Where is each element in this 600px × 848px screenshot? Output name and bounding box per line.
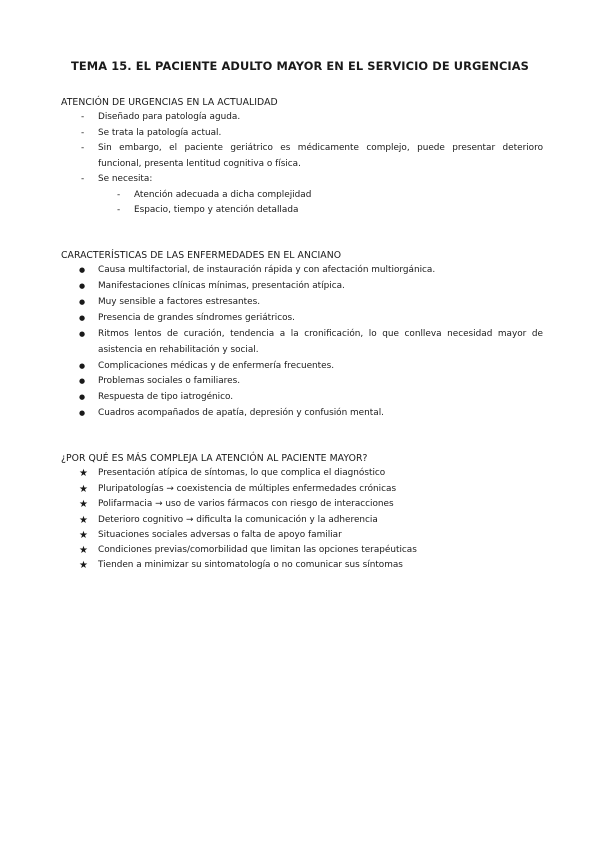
dash-marker: -: [81, 143, 85, 153]
list-item-text: Problemas sociales o familiares.: [98, 376, 241, 386]
list-item-text: Sin embargo, el paciente geriátrico es médicamente complejo, puede presentar deterioro funcional, presenta lentitud cognitiva o física.: [98, 143, 543, 169]
list-item: [79, 543, 543, 559]
section-heading-urgencias: ATENCIÓN DE URGENCIAS EN LA ACTUALIDAD: [61, 97, 278, 108]
bullet-icon: ●: [79, 393, 86, 401]
dash-marker: -: [81, 174, 85, 184]
bullet-icon: ●: [79, 377, 86, 385]
list-item-text: Presentación atípica de síntomas, lo que complica el diagnóstico: [98, 468, 386, 478]
sub-list-item: [117, 203, 534, 219]
document-title: TEMA 15. EL PACIENTE ADULTO MAYOR EN EL SERVICIO DE URGENCIAS: [71, 59, 529, 73]
list-item-text: Condiciones previas/comorbilidad que limitan las opciones terapéuticas: [98, 545, 417, 555]
bullet-icon: ●: [79, 266, 86, 274]
list-item-text: Muy sensible a factores estresantes.: [98, 297, 261, 307]
list-item-text: Situaciones sociales adversas o falta de apoyo familiar: [98, 530, 342, 540]
bullet-icon: ●: [79, 330, 86, 338]
star-icon: ★: [79, 530, 88, 541]
section-heading-complejidad: ¿POR QUÉ ES MÁS COMPLEJA LA ATENCIÓN AL PACIENTE MAYOR?: [61, 453, 368, 464]
list-item: [79, 497, 543, 513]
list-item-text: Ritmos lentos de curación, tendencia a la cronificación, lo que conlleva necesidad mayor de asistencia en rehabilitación y social.: [98, 329, 543, 355]
sub-list-item: [117, 188, 534, 204]
list-item-text: Polifarmacia → uso de varios fármacos con riesgo de interacciones: [98, 499, 394, 509]
star-icon: ★: [79, 560, 88, 571]
list-item-text: Se trata la patología actual.: [98, 127, 222, 138]
list-item: [79, 359, 543, 375]
list-item: [79, 374, 543, 390]
list-item: [79, 279, 543, 295]
list-item: [79, 406, 543, 422]
list-item-text: Deterioro cognitivo → dificulta la comunicación y la adherencia: [98, 515, 378, 525]
list-item: [81, 110, 543, 126]
dash-marker: -: [117, 189, 121, 200]
list-item-text: Manifestaciones clínicas mínimas, presentación atípica.: [98, 281, 345, 291]
star-icon: ★: [79, 484, 88, 495]
list-item: [79, 558, 543, 574]
list-item: [81, 126, 543, 142]
list-item-text: Causa multifactorial, de instauración rápida y con afectación multiorgánica.: [98, 265, 436, 275]
list-item: [79, 482, 543, 498]
list-item: [79, 390, 543, 406]
list-item-text: Pluripatologías → coexistencia de múltiples enfermedades crónicas: [98, 484, 397, 494]
list-item-text: Cuadros acompañados de apatía, depresión y confusión mental.: [98, 408, 384, 418]
bullet-icon: ●: [79, 314, 86, 322]
section-heading-caracteristicas: CARACTERÍSTICAS DE LAS ENFERMEDADES EN EL ANCIANO: [61, 250, 342, 261]
dash-marker: -: [81, 127, 85, 138]
list-item-text: Se necesita:: [98, 174, 153, 184]
bullet-icon: ●: [79, 282, 86, 290]
list-item: [79, 263, 543, 279]
list-item-text: Presencia de grandes síndromes geriátricos.: [98, 313, 295, 323]
dash-marker: -: [117, 205, 121, 215]
list-item-text: Espacio, tiempo y atención detallada: [134, 205, 299, 215]
star-icon: ★: [79, 499, 88, 510]
list-item: [79, 311, 543, 327]
star-icon: ★: [79, 515, 88, 526]
star-icon: ★: [79, 468, 88, 479]
list-item: [81, 172, 543, 188]
list-item: [79, 528, 543, 544]
bullet-icon: ●: [79, 409, 86, 417]
list-item: [79, 327, 543, 358]
list-item: [81, 141, 543, 172]
list-item-text: Diseñado para patología aguda.: [98, 112, 241, 122]
dash-marker: -: [81, 112, 85, 122]
list-item-text: Respuesta de tipo iatrogénico.: [98, 392, 234, 402]
star-icon: ★: [79, 545, 88, 556]
bullet-icon: ●: [79, 298, 86, 306]
bullet-icon: ●: [79, 362, 86, 370]
list-item-text: Tienden a minimizar su sintomatología o no comunicar sus síntomas: [98, 560, 403, 570]
list-item: [79, 466, 543, 482]
list-item: [79, 295, 543, 311]
list-item-text: Atención adecuada a dicha complejidad: [134, 189, 312, 200]
list-item: [79, 513, 543, 529]
list-item-text: Complicaciones médicas y de enfermería frecuentes.: [98, 361, 335, 371]
